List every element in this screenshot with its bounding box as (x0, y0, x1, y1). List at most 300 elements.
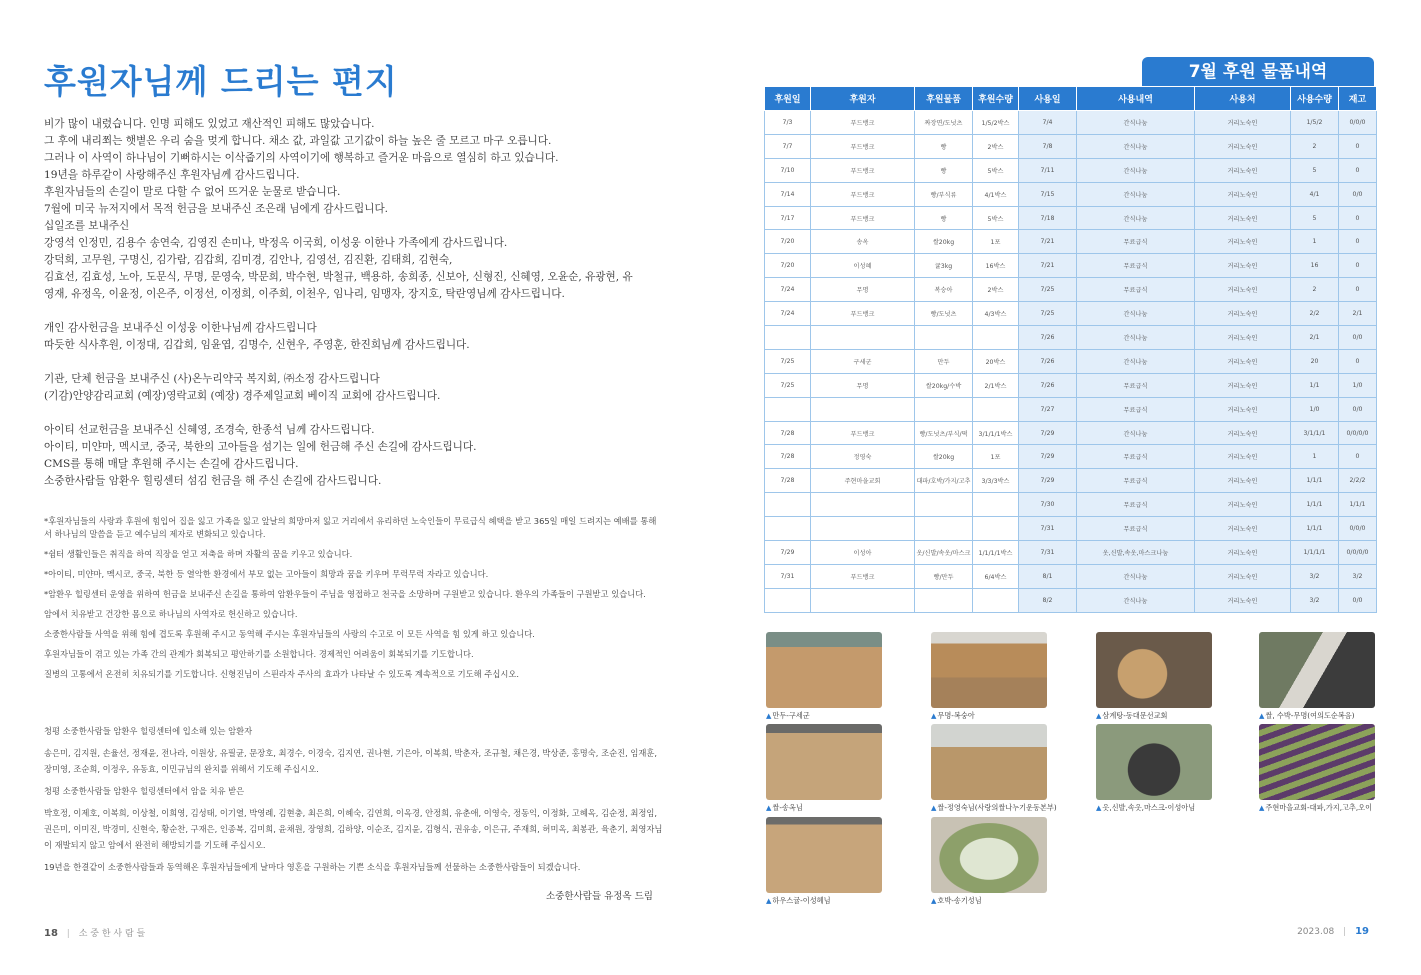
table-cell: 옷,신발,속옷,마스크나눔 (1077, 541, 1195, 565)
photo-image (766, 817, 882, 893)
table-cell: 7/25 (1019, 302, 1077, 326)
table-cell: 0 (1339, 278, 1377, 302)
table-cell: 7/15 (1019, 182, 1077, 206)
letter-line: 비가 많이 내렸습니다. 인명 피해도 있었고 재산적인 피해도 많았습니다. (44, 118, 375, 130)
photo-caption (931, 896, 1047, 906)
table-cell: 7/25 (765, 373, 811, 397)
donation-table (764, 86, 1377, 613)
table-cell: 무료급식 (1077, 517, 1195, 541)
table-cell: 8/1 (1019, 564, 1077, 588)
table-cell: 무료급식 (1077, 445, 1195, 469)
table-cell: 2/1박스 (973, 373, 1019, 397)
prayer-paragraph: 송은미, 김지원, 손율선, 정재윤, 전나라, 이원상, 유필균, 문장호, 최경수, 이경숙, 김지연, 권나현, 기은아, 이복희, 박춘자, 조규철, 채은경, 박상준, 홍명숙, 조순진, 임재훈, 장미영, 조순희, 이정우, 유동효, 이민규님의 완치를 위해서 기도해 주십시오. (44, 748, 658, 774)
table-cell: 7/14 (765, 182, 811, 206)
table-cell: 거리노숙인 (1195, 421, 1291, 445)
photo-card (1259, 724, 1375, 813)
table-cell: 1/1/1 (1339, 493, 1377, 517)
table-cell: 3/3/3박스 (973, 469, 1019, 493)
table-cell: 0/0/0/0 (1339, 541, 1377, 565)
table-cell: 거리노숙인 (1195, 134, 1291, 158)
table-cell: 거리노숙인 (1195, 564, 1291, 588)
photo-caption-text: 쌀, 수박-무명(여의도순복음) (1265, 711, 1355, 720)
note-item: *후원자님들의 사랑과 후원에 힘입어 집을 잃고 가족을 잃고 앞날의 희망마저 잃고 거리에서 유리하던 노숙인들이 무료급식 혜택을 받고 365일 매일 드려지는 예배를 통해서 하나님의 말씀을 듣고 예수님의 제자로 변화되고 있습니다. (44, 516, 657, 539)
table-cell: 2박스 (973, 134, 1019, 158)
table-cell: 0 (1339, 445, 1377, 469)
table-cell: 7/25 (765, 349, 811, 373)
table-cell: 무료급식 (1077, 493, 1195, 517)
table-cell: 2/1 (1339, 302, 1377, 326)
table-cell (765, 397, 811, 421)
table-cell: 3/2 (1291, 588, 1339, 612)
table-cell: 거리노숙인 (1195, 349, 1291, 373)
photo-caption-text: 호박-송기성님 (937, 896, 982, 905)
note-item: 질병의 고통에서 온전히 치유되기를 기도합니다. 신형진님이 스핀라자 주사의 효과가 나타날 수 있도록 계속적으로 기도해 주십시오. (44, 669, 520, 679)
table-cell (973, 493, 1019, 517)
table-cell: 간식나눔 (1077, 564, 1195, 588)
triangle-bullet-icon: ▲ (766, 897, 772, 905)
table-cell: 거리노숙인 (1195, 517, 1291, 541)
table-cell: 2/1 (1291, 326, 1339, 350)
note-item: 소중한사람들 사역을 위해 힘에 겹도록 후원해 주시고 동역해 주시는 후원자님들의 사랑의 수고로 이 모든 사역을 힘 있게 하고 있습니다. (44, 629, 535, 639)
table-header-cell: 사용수량 (1291, 87, 1339, 111)
table-cell: 0/0/0 (1339, 517, 1377, 541)
photo-image (931, 724, 1047, 800)
photo-caption (766, 711, 882, 721)
table-row (765, 254, 1377, 278)
table-cell: 푸드뱅크 (811, 302, 915, 326)
table-cell: 2/2 (1291, 302, 1339, 326)
table-cell: 거리노숙인 (1195, 397, 1291, 421)
table-row (765, 541, 1377, 565)
table-cell: 만두 (915, 349, 973, 373)
table-cell: 무료급식 (1077, 469, 1195, 493)
table-cell (811, 493, 915, 517)
photo-image (931, 632, 1047, 708)
letter-body (44, 116, 664, 490)
table-cell: 4/3박스 (973, 302, 1019, 326)
triangle-bullet-icon: ▲ (931, 897, 937, 905)
table-cell: 7/24 (765, 302, 811, 326)
table-cell: 2/2/2 (1339, 469, 1377, 493)
letter-title: 후원자님께 드리는 편지 (44, 62, 398, 101)
photo-gallery (766, 632, 1378, 917)
photo-caption (1096, 711, 1212, 721)
magazine-name: 소 중 한 사 람 들 (78, 929, 146, 939)
table-cell: 7/28 (765, 421, 811, 445)
table-row (765, 278, 1377, 302)
signature: 소중한사람들 유정옥 드림 (546, 891, 653, 902)
triangle-bullet-icon: ▲ (1096, 712, 1102, 720)
table-cell: 귤3kg (915, 254, 973, 278)
table-cell: 7/29 (1019, 445, 1077, 469)
photo-card (766, 632, 882, 721)
table-cell: 쌀20kg (915, 445, 973, 469)
table-cell: 3/1/1/1박스 (973, 421, 1019, 445)
table-cell (915, 517, 973, 541)
table-cell: 1 (1291, 445, 1339, 469)
photo-caption-text: 만두-구세군 (772, 711, 810, 720)
letter-line: (기감)안양감리교회 (예장)영락교회 (예장) 경주제일교회 베이직 교회에 감사드립니다. (44, 390, 441, 402)
table-row (765, 493, 1377, 517)
table-cell: 7/27 (1019, 397, 1077, 421)
table-cell: 7/20 (765, 230, 811, 254)
prayer-section (44, 723, 664, 881)
triangle-bullet-icon: ▲ (1096, 804, 1102, 812)
table-cell: 거리노숙인 (1195, 541, 1291, 565)
table-cell: 푸드뱅크 (811, 134, 915, 158)
table-cell: 거리노숙인 (1195, 493, 1291, 517)
paragraph-gap (44, 405, 664, 422)
table-cell: 푸드뱅크 (811, 111, 915, 135)
table-cell: 간식나눔 (1077, 206, 1195, 230)
table-row (765, 421, 1377, 445)
triangle-bullet-icon: ▲ (1259, 804, 1265, 812)
table-cell: 거리노숙인 (1195, 469, 1291, 493)
table-cell: 5 (1291, 158, 1339, 182)
photo-caption-text: 하우스귤-이성혜님 (772, 896, 831, 905)
photo-card (1096, 724, 1212, 813)
photo-image (766, 632, 882, 708)
table-row (765, 230, 1377, 254)
triangle-bullet-icon: ▲ (1259, 712, 1265, 720)
table-cell: 7/31 (1019, 541, 1077, 565)
table-cell: 0 (1339, 254, 1377, 278)
table-cell: 1/5/2박스 (973, 111, 1019, 135)
letter-line: 강덕희, 고무원, 구명신, 김가람, 김갑희, 김미경, 김안나, 김영선, 김진환, 김태희, 김현숙, (44, 254, 453, 266)
photo-card (766, 724, 882, 813)
letter-line: 십일조를 보내주신 (44, 220, 130, 232)
table-cell: 0 (1339, 230, 1377, 254)
prayer-paragraph: 청평 소중한사람들 암환우 힐링센터에 입소해 있는 암환자 (44, 726, 253, 736)
table-cell: 2 (1291, 134, 1339, 158)
table-cell: 4/1 (1291, 182, 1339, 206)
table-cell: 7/3 (765, 111, 811, 135)
letter-line: 그 후에 내리쬐는 햇볕은 우리 숨을 멎게 합니다. 채소 값, 과일값 고기값이 하늘 높은 줄 모르고 마구 오릅니다. (44, 135, 552, 147)
table-cell: 송옥 (811, 230, 915, 254)
table-cell: 거리노숙인 (1195, 373, 1291, 397)
photo-image (1259, 632, 1375, 708)
table-row (765, 302, 1377, 326)
table-cell: 7/26 (1019, 326, 1077, 350)
table-row (765, 397, 1377, 421)
table-cell: 거리노숙인 (1195, 111, 1291, 135)
issue-date: 2023.08 (1297, 927, 1335, 937)
table-cell: 1/1/1 (1291, 493, 1339, 517)
table-cell: 1/1 (1291, 373, 1339, 397)
table-cell: 3/2 (1339, 564, 1377, 588)
photo-caption (1259, 803, 1375, 813)
table-cell: 거리노숙인 (1195, 206, 1291, 230)
photo-caption (766, 896, 882, 906)
table-cell: 7/28 (765, 469, 811, 493)
table-cell: 3/2 (1291, 564, 1339, 588)
table-cell: 간식나눔 (1077, 302, 1195, 326)
table-cell: 옷/신발/속옷/마스크 (915, 541, 973, 565)
table-cell (915, 588, 973, 612)
table-cell: 거리노숙인 (1195, 302, 1291, 326)
photo-card (1259, 632, 1375, 721)
right-page (716, 0, 1421, 975)
letter-line: 영재, 유정옥, 이윤정, 이은주, 이정선, 이정희, 이주희, 이천우, 임나리, 임맹자, 장지호, 탁란영님께 감사드립니다. (44, 288, 565, 300)
table-cell: 푸드뱅크 (811, 421, 915, 445)
letter-line: 기관, 단체 헌금을 보내주신 (사)온누리약국 복지회, ㈜소정 감사드립니다 (44, 373, 380, 385)
table-cell: 20박스 (973, 349, 1019, 373)
page-number-right: 19 (1355, 926, 1369, 937)
table-cell: 7/28 (765, 445, 811, 469)
letter-line: 따듯한 식사후원, 이정대, 김갑희, 임윤엽, 김명수, 신현우, 주영훈, 한진희님께 감사드립니다. (44, 339, 470, 351)
table-cell (811, 397, 915, 421)
table-row (765, 349, 1377, 373)
table-cell: 7/21 (1019, 254, 1077, 278)
note-item: *쉼터 생활인들은 취직을 하여 직장을 얻고 저축을 하며 자활의 꿈을 키우고 있습니다. (44, 549, 353, 559)
letter-line: 소중한사람들 암환우 힐링센터 섬김 헌금을 해 주신 손길에 감사드립니다. (44, 475, 382, 487)
table-cell: 7/31 (765, 564, 811, 588)
photo-caption-text: 옷,신발,속옷,마스크-이성아님 (1102, 803, 1196, 812)
table-cell: 0/0/0/0 (1339, 421, 1377, 445)
table-cell: 빵 (915, 206, 973, 230)
table-cell: 간식나눔 (1077, 421, 1195, 445)
table-cell: 1/0 (1339, 373, 1377, 397)
table-cell: 거리노숙인 (1195, 445, 1291, 469)
note-item: 암에서 치유받고 건강한 몸으로 하나님의 사역자로 헌신하고 있습니다. (44, 609, 298, 619)
table-header-cell: 후원수량 (973, 87, 1019, 111)
table-cell: 1/1/1/1 (1291, 541, 1339, 565)
photo-caption (766, 803, 882, 813)
table-cell: 0 (1339, 158, 1377, 182)
prayer-paragraph: 19년을 한결같이 소중한사람들과 동역해온 후원자님들에게 날마다 영혼을 구원하는 기쁜 소식을 후원자님들께 선물하는 소중한사람들이 되겠습니다. (44, 862, 581, 872)
table-header-cell: 사용처 (1195, 87, 1291, 111)
table-cell: 7/4 (1019, 111, 1077, 135)
table-cell: 0/0 (1339, 397, 1377, 421)
footer-right: 2023.08 | 19 (1297, 926, 1369, 937)
table-cell: 7/24 (765, 278, 811, 302)
table-title: 7월 후원 물품내역 (1142, 57, 1374, 87)
table-row (765, 182, 1377, 206)
table-cell: 7/11 (1019, 158, 1077, 182)
table-cell: 거리노숙인 (1195, 182, 1291, 206)
table-row (765, 134, 1377, 158)
table-cell: 16박스 (973, 254, 1019, 278)
page-number-left: 18 (44, 928, 58, 939)
table-cell: 5 (1291, 206, 1339, 230)
table-cell: 빵/도넛츠 (915, 302, 973, 326)
photo-card (931, 632, 1047, 721)
table-cell: 6/4박스 (973, 564, 1019, 588)
table-cell: 거리노숙인 (1195, 230, 1291, 254)
table-cell: 1포 (973, 445, 1019, 469)
table-cell: 3/1/1/1 (1291, 421, 1339, 445)
table-cell: 간식나눔 (1077, 111, 1195, 135)
table-cell: 간식나눔 (1077, 326, 1195, 350)
photo-image (766, 724, 882, 800)
table-cell: 간식나눔 (1077, 588, 1195, 612)
table-cell (765, 326, 811, 350)
table-cell: 7/7 (765, 134, 811, 158)
table-cell: 무명 (811, 278, 915, 302)
table-cell: 푸드뱅크 (811, 564, 915, 588)
table-header-cell: 사용일 (1019, 87, 1077, 111)
photo-caption (931, 803, 1057, 813)
table-cell: 빵 (915, 134, 973, 158)
table-cell: 쌀20kg/수박 (915, 373, 973, 397)
left-page (0, 0, 705, 975)
prayer-paragraph: 박호정, 이제호, 이복희, 이상철, 이희영, 김성태, 이기열, 박영례, 김현충, 최은희, 이혜숙, 김연희, 이옥경, 안정희, 유춘애, 이영숙, 정동익, 이정화, 고혜옥, 김순정, 최정임, 권은미, 이미진, 박경미, 신현숙, 황순찬, 구재은, 인종복, 김미희, 윤채원, 장영희, 김하양, 이순조, 김지윤, 김형식, 권유송, 이은규, 주재희, 허미옥, 최봉관, 육춘기, 최영자님이 재발되지 않고 암에서 완전히 해방되기를 기도해 주십시오. (44, 808, 663, 850)
table-row (765, 373, 1377, 397)
table-row (765, 111, 1377, 135)
photo-caption-text: 쌀-정영숙님(사랑의쌀나누기운동본부) (937, 803, 1057, 812)
table-row (765, 564, 1377, 588)
table-row (765, 588, 1377, 612)
table-cell: 빵 (915, 158, 973, 182)
table-cell: 무료급식 (1077, 397, 1195, 421)
letter-line: 아이티 선교헌금을 보내주신 신혜영, 조경숙, 한종석 님께 감사드립니다. (44, 424, 375, 436)
letter-line: 김효선, 김효성, 노아, 도문식, 무명, 문영숙, 박문희, 박수현, 박철규, 백용하, 송희종, 신보아, 신형진, 신혜영, 오윤순, 유광현, 유 (44, 271, 633, 283)
table-cell: 7/30 (1019, 493, 1077, 517)
table-cell (765, 588, 811, 612)
letter-line: 아이티, 미얀마, 멕시코, 중국, 북한의 고아들을 섬기는 일에 헌금해 주신 손길에 감사드립니다. (44, 441, 477, 453)
table-cell: 무료급식 (1077, 254, 1195, 278)
photo-image (1096, 724, 1212, 800)
triangle-bullet-icon: ▲ (766, 712, 772, 720)
table-cell: 무료급식 (1077, 230, 1195, 254)
table-row (765, 158, 1377, 182)
table-cell (811, 517, 915, 541)
table-cell: 간식나눔 (1077, 158, 1195, 182)
table-cell (973, 397, 1019, 421)
table-cell: 간식나눔 (1077, 182, 1195, 206)
table-cell: 7/10 (765, 158, 811, 182)
table-cell: 거리노숙인 (1195, 278, 1291, 302)
table-cell (973, 588, 1019, 612)
table-cell (765, 493, 811, 517)
photo-caption-text: 주현마을교회-대파,가지,고추,오이 (1265, 803, 1373, 812)
table-cell: 7/8 (1019, 134, 1077, 158)
table-cell: 7/18 (1019, 206, 1077, 230)
table-cell: 0 (1339, 349, 1377, 373)
letter-line: 19년을 하루같이 사랑해주신 후원자님께 감사드립니다. (44, 169, 300, 181)
table-cell: 8/2 (1019, 588, 1077, 612)
table-cell: 푸드뱅크 (811, 158, 915, 182)
photo-image (1259, 724, 1375, 800)
footer-left: 18 | 소 중 한 사 람 들 (44, 928, 146, 939)
table-header-cell: 재고 (1339, 87, 1377, 111)
table-cell (973, 326, 1019, 350)
table-cell: 0/0 (1339, 182, 1377, 206)
table-cell: 쌀20kg (915, 230, 973, 254)
table-cell: 0/0 (1339, 326, 1377, 350)
table-cell: 0 (1339, 134, 1377, 158)
triangle-bullet-icon: ▲ (931, 712, 937, 720)
table-cell: 간식나눔 (1077, 134, 1195, 158)
table-cell: 7/29 (1019, 469, 1077, 493)
note-item: *암환우 힐링센터 운영을 위하여 헌금을 보내주신 손길을 통하여 암환우들이 주님을 영접하고 천국을 소망하며 구원받고 있습니다. 환우의 가족들이 구원받고 있습니다. (44, 589, 646, 599)
table-cell (915, 397, 973, 421)
triangle-bullet-icon: ▲ (766, 804, 772, 812)
letter-line: CMS를 통해 매달 후원해 주시는 손길에 감사드립니다. (44, 458, 299, 470)
table-cell: 짜장면/도넛츠 (915, 111, 973, 135)
photo-image (931, 817, 1047, 893)
photo-card (931, 724, 1057, 813)
paragraph-gap (44, 354, 664, 371)
table-cell (915, 493, 973, 517)
photo-image (1096, 632, 1212, 708)
table-cell: 7/29 (765, 541, 811, 565)
table-header-cell: 후원일 (765, 87, 811, 111)
table-cell: 7/17 (765, 206, 811, 230)
table-cell: 푸드뱅크 (811, 182, 915, 206)
table-cell: 0 (1339, 206, 1377, 230)
photo-card (766, 817, 882, 906)
table-row (765, 517, 1377, 541)
photo-caption-text: 삼계탕-동대문선교회 (1102, 711, 1168, 720)
photo-caption-text: 쌀-송옥님 (772, 803, 803, 812)
table-cell: 7/29 (1019, 421, 1077, 445)
table-cell: 푸드뱅크 (811, 206, 915, 230)
table-cell: 거리노숙인 (1195, 588, 1291, 612)
note-item: *아이티, 미얀마, 멕시코, 중국, 북한 등 열악한 환경에서 부모 없는 고아들이 희망과 꿈을 키우며 무럭무럭 자라고 있습니다. (44, 569, 489, 579)
table-cell: 주현마을교회 (811, 469, 915, 493)
notes-section (44, 515, 664, 688)
table-header-cell: 사용내역 (1077, 87, 1195, 111)
table-cell: 1 (1291, 230, 1339, 254)
photo-caption-text: 무명-복숭아 (937, 711, 975, 720)
table-cell: 대파/호박/가지/고추 (915, 469, 973, 493)
table-cell: 빵/도넛츠/부식/떡 (915, 421, 973, 445)
table-cell (811, 588, 915, 612)
letter-line: 그러나 이 사역이 하나님이 기뻐하시는 이삭줍기의 사역이기에 행복하고 즐거운 마음으로 열심히 하고 있습니다. (44, 152, 559, 164)
table-cell (973, 517, 1019, 541)
table-row (765, 326, 1377, 350)
table-cell (765, 517, 811, 541)
table-cell: 7/31 (1019, 517, 1077, 541)
table-cell: 구세군 (811, 349, 915, 373)
table-cell: 20 (1291, 349, 1339, 373)
letter-line: 7월에 미국 뉴저지에서 목적 헌금을 보내주신 조은래 님에게 감사드립니다. (44, 203, 389, 215)
table-cell: 2 (1291, 278, 1339, 302)
table-row (765, 469, 1377, 493)
table-cell: 거리노숙인 (1195, 326, 1291, 350)
table-cell: 이성아 (811, 541, 915, 565)
table-cell: 간식나눔 (1077, 349, 1195, 373)
table-cell: 1포 (973, 230, 1019, 254)
table-cell: 거리노숙인 (1195, 254, 1291, 278)
photo-caption (1096, 803, 1212, 813)
table-cell: 무명 (811, 373, 915, 397)
table-cell: 1/1/1/1박스 (973, 541, 1019, 565)
table-row (765, 445, 1377, 469)
table-cell: 5박스 (973, 158, 1019, 182)
table-header-cell: 후원물품 (915, 87, 973, 111)
table-cell: 정영숙 (811, 445, 915, 469)
table-cell: 7/26 (1019, 373, 1077, 397)
table-cell: 빵/만두 (915, 564, 973, 588)
table-cell: 7/20 (765, 254, 811, 278)
table-cell: 4/1박스 (973, 182, 1019, 206)
table-header-cell: 후원자 (811, 87, 915, 111)
table-cell: 무료급식 (1077, 373, 1195, 397)
table-cell: 0/0/0 (1339, 111, 1377, 135)
table-cell (915, 326, 973, 350)
table-cell: 1/0 (1291, 397, 1339, 421)
note-item: 후원자님들이 겪고 있는 가족 간의 관계가 회복되고 평안하기를 소원합니다. 경제적인 어려움이 회복되기를 기도합니다. (44, 649, 474, 659)
photo-caption (1259, 711, 1375, 721)
table-cell: 거리노숙인 (1195, 158, 1291, 182)
photo-caption (931, 711, 1047, 721)
table-cell: 1/5/2 (1291, 111, 1339, 135)
table-cell: 1/1/1 (1291, 469, 1339, 493)
prayer-paragraph: 청평 소중한사람들 암환우 힐링센터에서 암을 치유 받은 (44, 786, 245, 796)
table-cell: 1/1/1 (1291, 517, 1339, 541)
